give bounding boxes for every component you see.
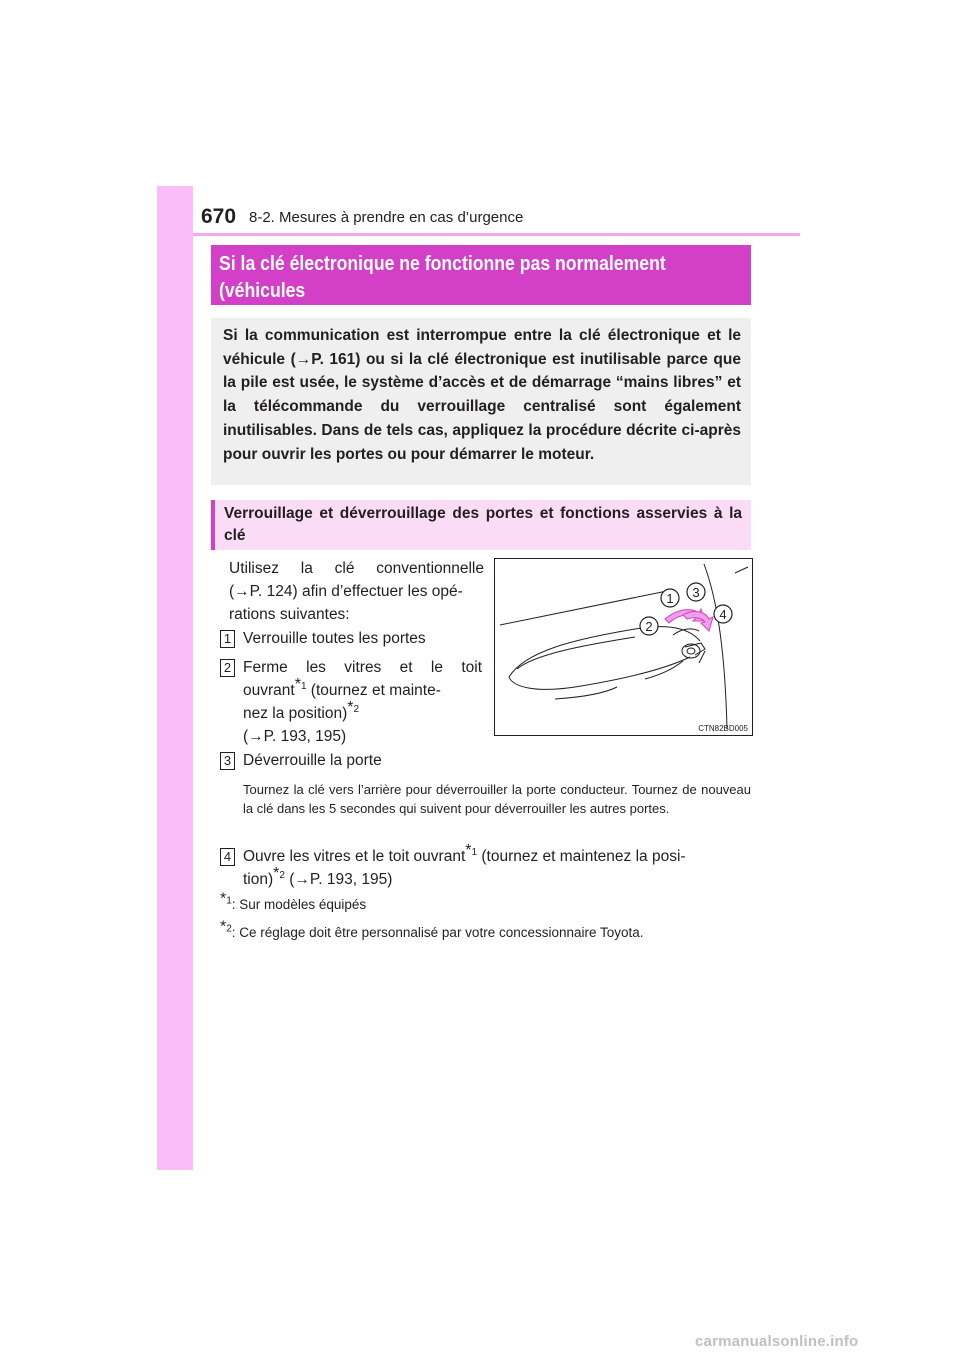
watermark[interactable]: carmanualsonline.info <box>695 1333 859 1350</box>
step-number-4: 4 <box>220 848 235 866</box>
callout-4: 4 <box>719 607 727 622</box>
callout-3: 3 <box>692 585 700 600</box>
step-4-line-1: Ouvre les vitres et le toit ouvrant*$^1$ (tournez et maintenez la posi- <box>243 841 686 865</box>
step-2-line-4: (→P. 193, 195) <box>243 728 347 745</box>
step-4-line-2: tion)*$^2$ (→P. 193, 195) <box>243 864 393 888</box>
chapter-heading: 8-2. Mesures à prendre en cas d’urgence <box>249 209 524 226</box>
step-3-note: Tournez la clé vers l’arrière pour déverrouiller la porte conducteur. Tournez de nouveau la clé dans les 5 secondes qui suivent pour déverrouiller les autres portes. <box>243 782 751 816</box>
header-rule <box>193 233 800 236</box>
step-number-1: 1 <box>220 630 235 648</box>
intro-box <box>211 318 751 485</box>
footnote-1: *$^1$: Sur modèles équipés <box>220 890 367 912</box>
intro-text: Si la communication est interrompue entre la clé électronique et le véhicule (→P. 161) ou si la clé électronique est inutilisable parce que la pile est usée, le système d’accès et de démarrage “mains libres” et la télécommande du verrouillage centralisé sont également inutilisables. Dans de tels cas, appliquez la procédure décrite ci-après pour ouvrir les portes ou pour démarrer le moteur. <box>223 327 741 463</box>
step-1-text: Verrouille toutes les portes <box>243 630 426 647</box>
topic-title-box <box>211 245 751 305</box>
section-heading-box <box>211 500 751 550</box>
body-intro-line-1: Utilisez la clé conventionnelle <box>229 560 484 577</box>
step-2-line-1: Ferme les vitres et le toit <box>243 659 482 676</box>
step-number-2: 2 <box>220 659 235 677</box>
section-heading: Verrouillage et déverrouillage des portes et fonctions asservies à la clé <box>224 505 742 544</box>
body-intro-line-3: rations suivantes: <box>229 606 350 623</box>
door-handle-illustration <box>495 559 752 735</box>
door-handle-figure <box>494 558 753 736</box>
step-2-line-3: nez la position)*$^2$ <box>243 698 360 722</box>
footnote-2: *$^2$: Ce réglage doit être personnalisé par votre concessionnaire Toyota. <box>220 918 644 940</box>
figure-code: CTN82BD005 <box>698 724 748 733</box>
section-accent-bar <box>211 500 215 550</box>
page-number: 670 <box>201 205 237 228</box>
body-intro-line-2: (→P. 124) afin d’effectuer les opé- <box>229 583 463 600</box>
step-3-text: Déverrouille la porte <box>243 752 382 769</box>
callout-1: 1 <box>666 591 674 606</box>
topic-title-line-1: Si la clé électronique ne fonctionne pas normalement (véhicules <box>219 252 666 302</box>
step-2-line-2: ouvrant*$^1$ (tournez et mainte- <box>243 675 441 699</box>
side-tab-strip <box>157 186 193 1170</box>
callout-2: 2 <box>645 619 653 634</box>
step-number-3: 3 <box>220 752 235 770</box>
